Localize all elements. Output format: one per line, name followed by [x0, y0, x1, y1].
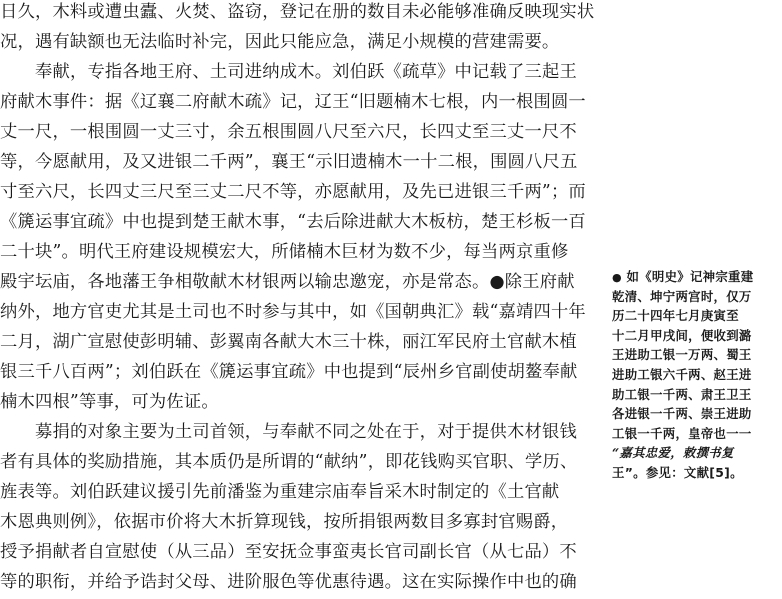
text-line: 丈一尺，一根围圆一丈三寸，余五根围圆八尺至六尺，长四丈至三丈一尺不 [0, 122, 577, 142]
note-line: 助工银一千两、肃王卫王 [612, 386, 752, 402]
text-line: 木恩典则例》，依据市价将大木折算现钱，按所捐银两数目多寡封官赐爵， [0, 512, 569, 532]
note-line: “嘉其忠爱，敕撰书复 [612, 445, 734, 461]
note-line [612, 267, 780, 287]
note-line: 进助工银六千两、赵王进 [612, 366, 752, 382]
text-line: 楠木四根”等事，可为佐证。 [0, 392, 219, 412]
bullet-marker: ● [612, 271, 622, 284]
note-line: 王”。参见：文献[5]。 [612, 464, 743, 480]
note-line: 历二十四年七月庚寅至 [612, 308, 739, 324]
text-line: 旌表等。刘伯跃建议援引先前潘鉴为重建宗庙奉旨采木时制定的《土官献 [0, 482, 560, 502]
note-line: 王进助工银一万两、蜀王 [612, 347, 752, 363]
paragraph-start-line: 募捐的对象主要为土司首领，与奉献不同之处在于，对于提供木材银钱 [35, 422, 577, 442]
text-line: 《篪运事宜疏》中也提到楚王献木事，“去后除进献大木板枋，楚王杉板一百 [0, 212, 586, 232]
text-line: 日久，木料或遭虫蠹、火焚、盗窃，登记在册的数目未必能够准确反映现实状 [0, 2, 595, 22]
note-line: 各进银一千两、崇王进助 [612, 406, 752, 422]
text-line: 二月，湖广宣慰使彭明辅、彭翼南各献大木三十株，丽江军民府土官献木植 [0, 332, 577, 352]
text-line: 等，今愿献用，及又进银二千两”，襄王“示旧遗楠木一十二根，围圆八尺五 [0, 152, 578, 172]
text-line: 银三千八百两”；刘伯跃在《篪运事宜疏》中也提到“辰州乡官副使胡鳌奉献 [0, 362, 578, 382]
margin-footnote [612, 267, 780, 483]
text-line: 殿宇坛庙，各地藩王争相敬献木材银两以输忠邀宠，亦是常态。●除王府献 [0, 272, 575, 292]
note-line: 乾清、坤宁两宫时，仅万 [612, 288, 752, 304]
note-line: 工银一千两，皇帝也一一 [612, 425, 752, 441]
paragraph-start-line: 奉献，专指各地王府、土司进纳成木。刘伯跃《疏草》中记载了三起王 [35, 62, 577, 82]
text-line: 况，遇有缺额也无法临时补完，因此只能应急，满足小规模的营建需要。 [0, 32, 560, 52]
note-text: 如《明史》记神宗重建 [626, 269, 754, 284]
text-line: 寸至六尺，长四丈三尺至三丈二尺不等，亦愿献用，及先已进银三千两”；而 [0, 182, 586, 202]
text-line: 者有具体的奖励措施，其本质仍是所谓的“献纳”，即花钱购买官职、学历、 [0, 452, 578, 472]
text-line: 纳外，地方官吏尤其是土司也不时参与其中，如《国朝典汇》载“嘉靖四十年 [0, 302, 586, 322]
text-line: 等的职衔，并给予诰封父母、进阶服色等优惠待遇。这在实际操作中也的确 [0, 572, 577, 592]
text-line: 府献木事件：据《辽襄二府献木疏》记，辽王“旧题楠木七根，内一根围圆一 [0, 92, 586, 112]
note-line: 十二月甲戌间，便收到潞 [612, 327, 752, 343]
text-line: 授予捐献者自宣慰使（从三品）至安抚佥事蛮夷长官司副长官（从七品）不 [0, 542, 577, 562]
text-line: 二十块”。明代王府建设规模宏大，所储楠木巨材为数不少，每当两京重修 [0, 242, 569, 262]
